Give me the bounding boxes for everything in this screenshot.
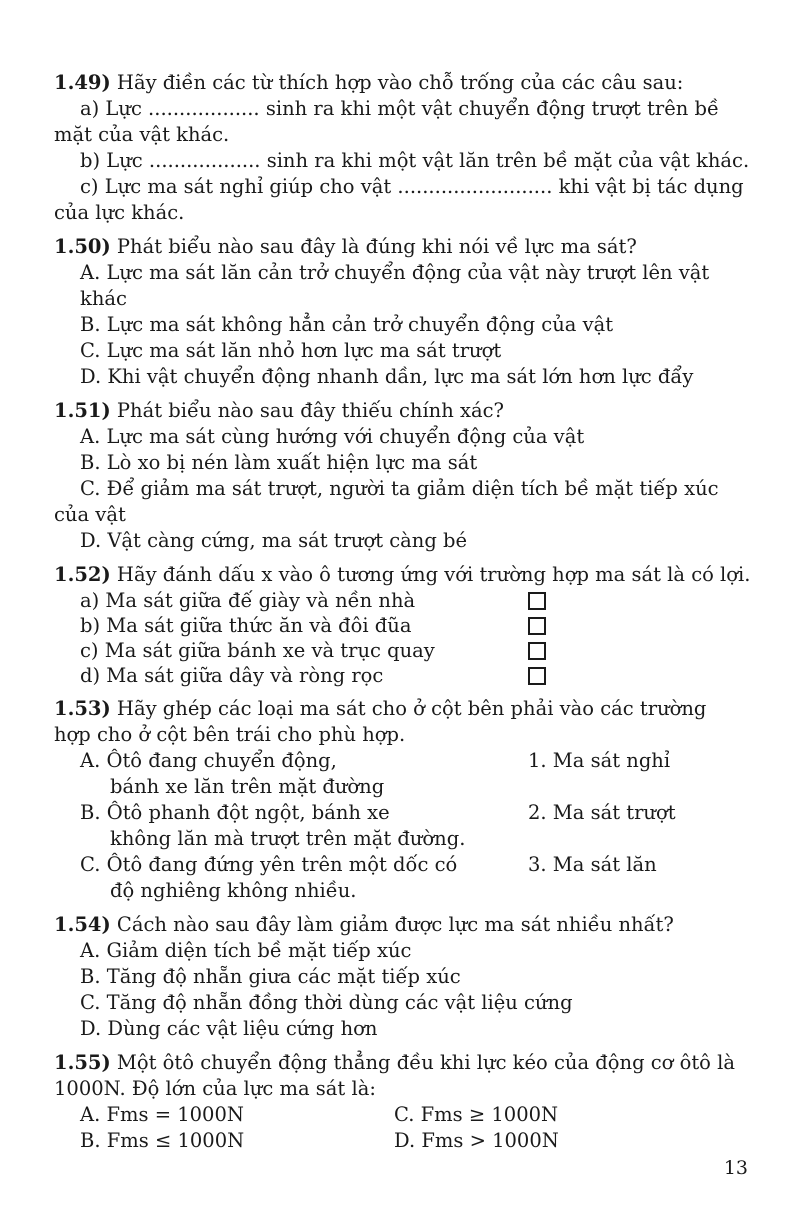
match-row-a [54, 748, 752, 800]
page-number: 13 [723, 1157, 748, 1179]
question-stem [54, 234, 752, 260]
options-row-1 [54, 1102, 752, 1128]
answer-checkbox[interactable] [528, 617, 546, 635]
question-1-55 [54, 1050, 752, 1154]
stem-text: Hãy ghép các loại ma sát cho ở cột bên phải vào các trường [110, 697, 707, 720]
question-number: 1.52) [54, 563, 111, 586]
match-right-1: 1. Ma sát nghỉ [528, 749, 671, 772]
stem-line2: 1000N. Độ lớn của lực ma sát là: [54, 1077, 376, 1100]
fill-blank-b: b) Lực .................. sinh ra khi một vật lăn trên bề mặt của vật khác. [80, 149, 750, 172]
stem-text: Một ôtô chuyển động thẳng đều khi lực kéo của động cơ ôtô là [110, 1051, 735, 1074]
match-right-2: 2. Ma sát trượt [528, 801, 676, 824]
match-left-b-line1: B. Ôtô phanh đột ngột, bánh xe [80, 801, 390, 824]
match-left-b [80, 800, 528, 852]
stem-text: Phát biểu nào sau đây thiếu chính xác? [110, 399, 505, 422]
checkbox-label: b) Ma sát giữa thức ăn và đôi đũa [80, 613, 412, 637]
options-row-2 [54, 1128, 752, 1154]
option-a: A. Lực ma sát lăn cản trở chuyển động của vật này trượt lên vật khác [80, 261, 710, 310]
question-1-52 [54, 562, 752, 688]
answer-checkbox[interactable] [528, 592, 546, 610]
stem-text: Phát biểu nào sau đây là đúng khi nói về lực ma sát? [110, 235, 637, 258]
question-1-51 [54, 398, 752, 554]
match-left-a-line2: bánh xe lăn trên mặt đường [110, 775, 385, 798]
stem-text: Cách nào sau đây làm giảm được lực ma sát nhiều nhất? [110, 913, 674, 936]
question-1-49 [54, 70, 752, 226]
option-c-line2: của vật [54, 503, 126, 526]
match-right-3: 3. Ma sát lăn [528, 853, 657, 876]
question-stem [54, 696, 752, 722]
fill-blank-a-line2: mặt của vật khác. [54, 123, 230, 146]
checkbox-item-b [54, 613, 752, 638]
question-number: 1.51) [54, 399, 111, 422]
option-c: C. Lực ma sát lăn nhỏ hơn lực ma sát trượt [80, 339, 502, 362]
checkbox-item-a [54, 588, 752, 613]
question-number: 1.49) [54, 71, 111, 94]
question-stem [54, 562, 752, 588]
question-1-54 [54, 912, 752, 1042]
option-c: C. Tăng độ nhẵn đồng thời dùng các vật liệu cứng [80, 991, 573, 1014]
option-d: D. Khi vật chuyển động nhanh dần, lực ma sát lớn hơn lực đẩy [80, 365, 694, 388]
stem-line2: hợp cho ở cột bên trái cho phù hợp. [54, 723, 406, 746]
answer-checkbox[interactable] [528, 667, 546, 685]
answer-checkbox[interactable] [528, 642, 546, 660]
question-stem [54, 398, 752, 424]
checkbox-label: c) Ma sát giữa bánh xe và trục quay [80, 638, 435, 662]
question-number: 1.50) [54, 235, 111, 258]
match-left-a [80, 748, 528, 800]
checkbox-item-c [54, 638, 752, 663]
stem-text: Hãy đánh dấu x vào ô tương ứng với trường hợp ma sát là có lợi. [110, 563, 751, 586]
question-number: 1.55) [54, 1051, 111, 1074]
option-b: B. Tăng độ nhẵn giưa các mặt tiếp xúc [80, 965, 461, 988]
match-left-c [80, 852, 528, 904]
fill-blank-c-line2: của lực khác. [54, 201, 185, 224]
checkbox-item-d [54, 663, 752, 688]
option-c: C. Fms ≥ 1000N [394, 1103, 559, 1126]
option-b: B. Lò xo bị nén làm xuất hiện lực ma sát [80, 451, 478, 474]
question-number: 1.54) [54, 913, 111, 936]
option-b: B. Lực ma sát không hẳn cản trở chuyển động của vật [80, 313, 614, 336]
question-stem [54, 1050, 752, 1076]
option-d: D. Dùng các vật liệu cứng hơn [80, 1017, 378, 1040]
fill-blank-c-line1: c) Lực ma sát nghỉ giúp cho vật ......................... khi vật bị tác dụng [80, 175, 744, 198]
match-left-a-line1: A. Ôtô đang chuyển động, [80, 749, 337, 772]
fill-blank-a-line1: a) Lực .................. sinh ra khi một vật chuyển động trượt trên bề [80, 97, 719, 120]
question-stem [54, 70, 752, 96]
checkbox-label: a) Ma sát giữa đế giày và nền nhà [80, 588, 416, 612]
match-row-b [54, 800, 752, 852]
match-left-c-line2: độ nghiêng không nhiều. [110, 879, 357, 902]
question-number: 1.53) [54, 697, 111, 720]
question-1-53 [54, 696, 752, 904]
option-a: A. Lực ma sát cùng hướng với chuyển động của vật [80, 425, 585, 448]
question-1-50 [54, 234, 752, 390]
match-row-c [54, 852, 752, 904]
checkbox-label: d) Ma sát giữa dây và ròng rọc [80, 663, 384, 687]
option-c-line1: C. Để giảm ma sát trượt, người ta giảm diện tích bề mặt tiếp xúc [80, 477, 719, 500]
option-b: B. Fms ≤ 1000N [80, 1129, 245, 1152]
match-left-b-line2: không lăn mà trượt trên mặt đường. [110, 827, 466, 850]
option-a: A. Giảm diện tích bề mặt tiếp xúc [80, 939, 412, 962]
stem-text: Hãy điền các từ thích hợp vào chỗ trống của các câu sau: [110, 71, 684, 94]
option-d: D. Fms > 1000N [394, 1129, 559, 1152]
option-a: A. Fms = 1000N [80, 1103, 244, 1126]
option-d: D. Vật càng cứng, ma sát trượt càng bé [80, 529, 468, 552]
match-left-c-line1: C. Ôtô đang đứng yên trên một dốc có [80, 853, 458, 876]
question-stem [54, 912, 752, 938]
